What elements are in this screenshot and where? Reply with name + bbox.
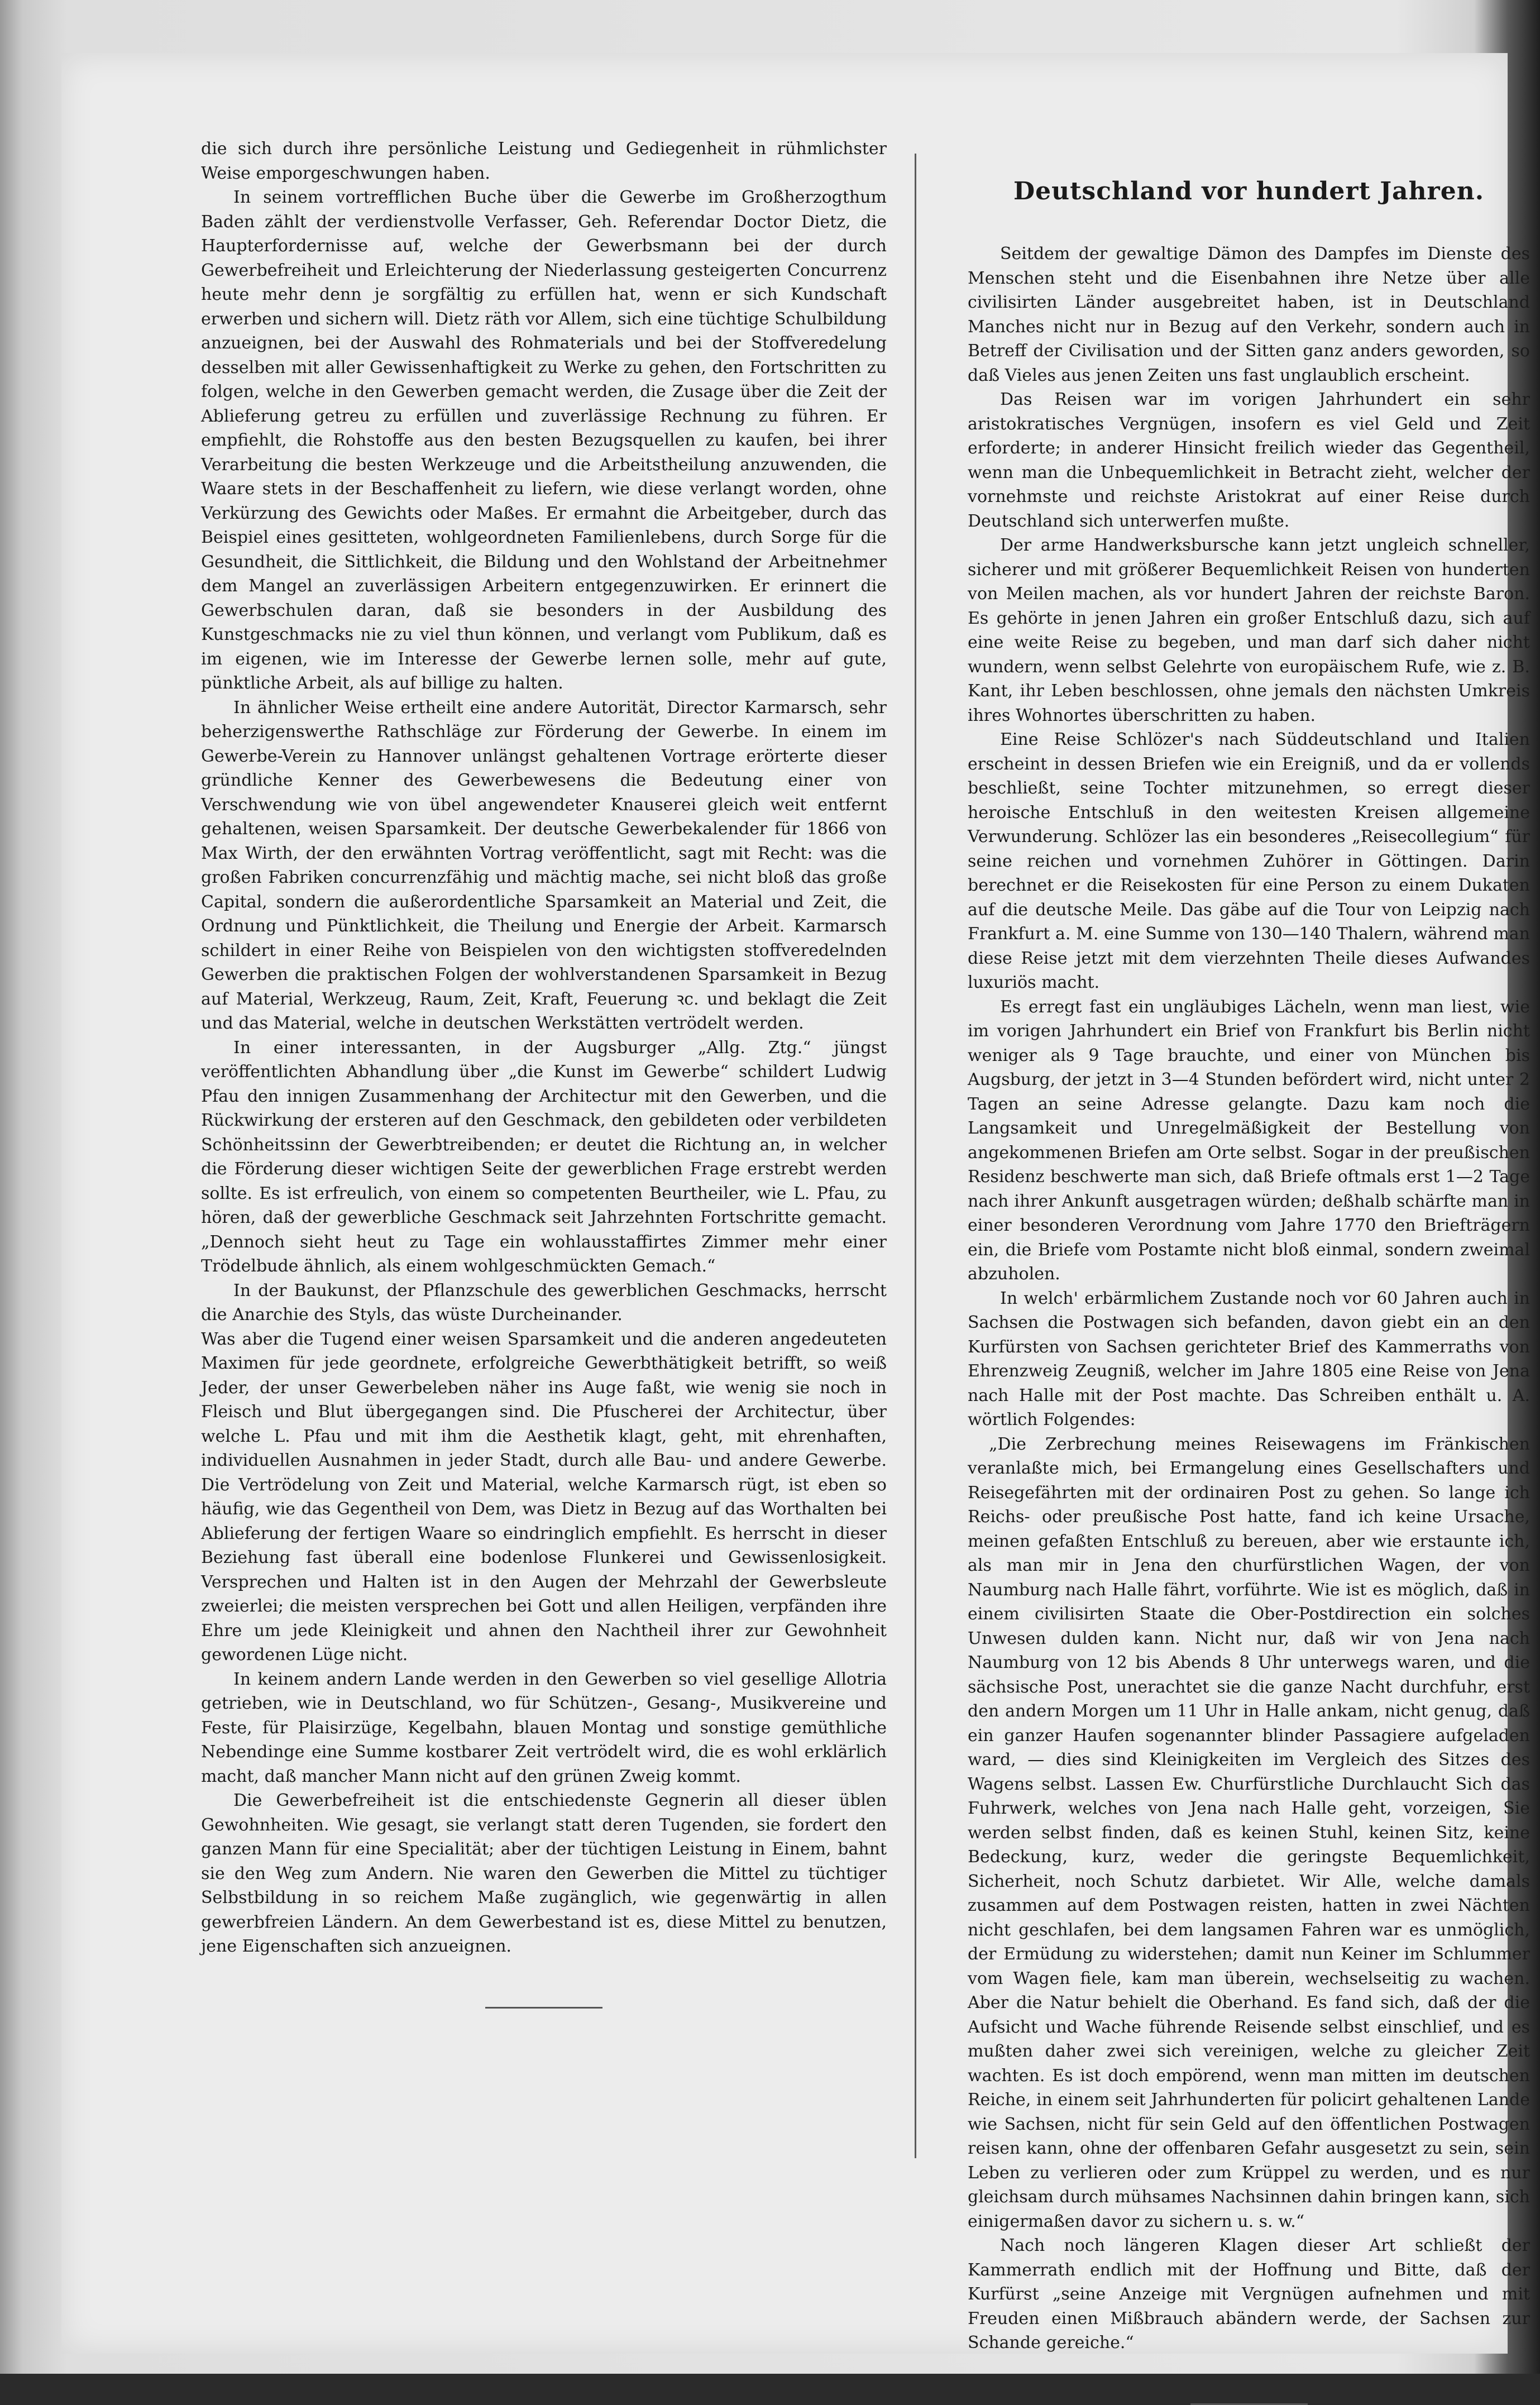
- left-paragraph: Was aber die Tugend einer weisen Sparsamkeit und die anderen angedeuteten Maximen für jede geordnete, erfolgreiche Gewerbthätigkeit betrifft, so weiß Jeder, der unser Gewerbeleben näher ins Auge faßt, wie wenig sie noch in Fleisch und Blut übergegangen sind. Die Pfuscherei der Architectur, über welche L. Pfau und mit ihm die Aesthetik klagt, geht, mit ehrenhaften, individuellen Ausnahmen in jeder Stadt, durch alle Bau- und andere Gewerbe. Die Vertrödelung von Zeit und Material, welche Karmarsch rügt, ist eben so häufig, wie das Gegentheil von Dem, was Dietz in Bezug auf das Worthalten bei Ablieferung der fertigen Waare so eindringlich empfiehlt. Es herrscht in dieser Beziehung fast überall eine bodenlose Flunkerei und Gewissenlosigkeit. Versprechen und Halten ist in den Augen der Mehrzahl der Gewerbsleute zweierlei; die meisten versprechen bei Gott und allen Heiligen, verpfänden ihre Ehre um jede Kleinigkeit und ahnen den Nachtheil ihrer zur Gewohnheit gewordenen Lüge nicht.: [201, 1329, 887, 1665]
- right-paragraph: In welch' erbärmlichem Zustande noch vor 60 Jahren auch in Sachsen die Postwagen sich befanden, davon giebt ein an den Kurfürsten von Sachsen gerichteter Brief des Kammerraths von Ehrenzweig Zeugniß, welcher im Jahre 1805 eine Reise von Jena nach Halle mit der Post machte. Das Schreiben enthält u. A. wörtlich Folgendes:: [968, 1288, 1530, 1429]
- article-title: Deutschland vor hundert Jahren.: [1013, 177, 1485, 205]
- newspaper-page: [61, 53, 1530, 2354]
- right-paragraph: Das Reisen war im vorigen Jahrhundert ein sehr aristokratisches Vergnügen, insofern es viel Geld und Zeit erforderte; in anderer Hinsicht freilich wieder das Gegentheil, wenn man die Unbequemlichkeit in Betracht zieht, welcher der vornehmste und reichste Aristokrat auf einer Reise durch Deutschland sich unterwerfen mußte.: [968, 390, 1530, 531]
- quoted-letter: „Die Zerbrechung meines Reisewagens im Fränkischen veranlaßte mich, bei Ermangelung eines Gesellschafters und Reisegefährten mit der ordinairen Post zu gehen. So lange ich Reichs- oder preußische Post hatte, fand ich keine Ursache, meinen gefaßten Entschluß zu bereuen, aber wie erstaunte ich, als man mir in Jena den churfürstlichen Wagen, der von Naumburg nach Halle fährt, vorführte. Wie ist es möglich, daß in einem civilisirten Staate die Ober-Postdirection ein solches Unwesen dulden kann. Nicht nur, daß wir von Jena nach Naumburg von 12 bis Abends 8 Uhr unterwegs waren, und die sächsische Post, unerachtet sie die ganze Nacht durchfuhr, erst den andern Morgen um 11 Uhr in Halle ankam, nicht genug, daß ein ganzer Haufen sogenannter blinder Passagiere aufgeladen ward, — dies sind Kleinigkeiten im Vergleich des Sitzes des Wagens selbst. Lassen Ew. Churfürstliche Durchlaucht Sich das Fuhrwerk, welches von Jena nach Halle geht, vorzeigen, Sie werden selbst finden, daß es keinen Stuhl, keinen Sitz, keine Bedeckung, kurz, weder die geringste Bequemlichkeit, Sicherheit, noch Schutz darbietet. Wir Alle, welche damals zusammen auf dem Postwagen reisten, hatten in zwei Nächten nicht geschlafen, bei dem langsamen Fahren war es unmöglich, der Ermüdung zu widerstehen; damit nun Keiner im Schlummer vom Wagen fiele, kam man überein, wechselseitig zu wachen. Aber die Natur behielt die Oberhand. Es fand sich, daß der die Aufsicht und Wache führende Reisende selbst einschlief, und es mußten daher zwei sich vereinigen, welche zu gleicher Zeit wachten. Es ist doch empörend, wenn man mitten im deutschen Reiche, in einem seit Jahrhunderten für policirt gehaltenen Lande wie Sachsen, nicht für sein Geld auf den öffentlichen Postwagen reisen kann, ohne der offenbaren Gefahr ausgesetzt zu sein, sein Leben zu verlieren oder zum Krüppel zu werden, und es nur gleichsam durch mühsames Nachsinnen dahin bringen kann, sich einigermaßen davor zu sichern u. s. w.“: [968, 1434, 1530, 2231]
- right-paragraph: Es erregt fast ein ungläubiges Lächeln, wenn man liest, wie im vorigen Jahrhundert ein Brief von Frankfurt bis Berlin nicht weniger als 9 Tage brauchte, und einer von München bis Augsburg, der jetzt in 3—4 Stunden befördert wird, nicht unter 2 Tagen an seine Adresse gelangte. Dazu kam noch die Langsamkeit und Unregelmäßigkeit der Bestellung von angekommenen Briefen am Orte selbst. Sogar in der preußischen Residenz beschwerte man sich, daß Briefe oftmals erst 1—2 Tage nach ihrer Ankunft ausgetragen würden; deßhalb schärfte man in einer besonderen Verordnung vom Jahre 1770 den Briefträgern ein, die Briefe vom Postamte nicht bloß einmal, sondern zweimal abzuholen.: [968, 997, 1530, 1284]
- left-paragraph: In seinem vortrefflichen Buche über die Gewerbe im Großherzogthum Baden zählt der verdienstvolle Verfasser, Geh. Referendar Doctor Dietz, die Haupterfordernisse auf, welche der Gewerbsmann bei der durch Gewerbefreiheit und Erleichterung der Niederlassung gesteigerten Concurrenz heute mehr denn je sorgfältig zu erfüllen hat, wenn er sich Kundschaft erwerben und sichern will. Dietz räth vor Allem, sich eine tüchtige Schulbildung anzueignen, bei der Auswahl des Rohmaterials und bei der Stoffveredelung desselben mit aller Gewissenhaftigkeit zu Werke zu gehen, den Fortschritten zu folgen, welche in den Gewerben gemacht werden, die Zusage über die Zeit der Ablieferung getreu zu erfüllen und zuverlässige Rechnung zu führen. Er empfiehlt, die Rohstoffe aus den besten Bezugsquellen zu kaufen, bei ihrer Verarbeitung die besten Werkzeuge und die Arbeitstheilung anzuwenden, die Waare stets in der Beschaffenheit zu liefern, wie diese verlangt worden, ohne Verkürzung des Gewichts oder Maßes. Er ermahnt die Arbeitgeber, durch das Beispiel eines gesitteten, wohlgeordneten Familienlebens, durch Sorge für die Gesundheit, die Sittlichkeit, die Bildung und den Wohlstand der Arbeitnehmer dem Mangel an zuverlässigen Arbeitern entgegenzuwirken. Er erinnert die Gewerbschulen daran, daß sie besonders in der Ausbildung des Kunstgeschmacks nie zu viel thun können, und verlangt vom Publikum, daß es im eigenen, wie im Interesse der Gewerbe lernen solle, mehr auf gute, pünktliche Arbeit, als auf billige zu halten.: [201, 188, 887, 693]
- right-paragraph: Seitdem der gewaltige Dämon des Dampfes im Dienste des Menschen steht und die Eisenbahnen ihre Netze über alle civilisirten Länder ausgebreitet haben, ist in Deutschland Manches nicht nur in Bezug auf den Verkehr, sondern auch in Betreff der Civilisation und der Sitten ganz anders geworden, so daß Vieles aus jenen Zeiten uns fast unglaublich erscheint.: [968, 244, 1530, 385]
- right-paragraph: Der arme Handwerksbursche kann jetzt ungleich schneller, sicherer und mit größerer Bequemlichkeit Reisen von hunderten von Meilen machen, als vor hundert Jahren der reichste Baron. Es gehörte in jenen Jahren ein großer Entschluß dazu, sich auf eine weite Reise zu begeben, und man darf sich daher nicht wundern, wenn selbst Gelehrte von europäischem Rufe, wie z. B. Kant, ihr Leben beschlossen, ohne jemals den nächsten Umkreis ihres Wohnortes überschritten zu haben.: [968, 535, 1530, 725]
- section-end-rule: [485, 2007, 602, 2009]
- left-paragraph: In der Baukunst, der Pflanzschule des gewerblichen Geschmacks, herrscht die Anarchie des Styls, das wüste Durcheinander.: [201, 1280, 887, 1325]
- article-end-rule: [1190, 2403, 1308, 2405]
- right-paragraph: Eine Reise Schlözer's nach Süddeutschland und Italien erscheint in dessen Briefen wie ein Ereigniß, und da er vollends beschließt, seine Tochter mitzunehmen, so erregt dieser heroische Entschluß in den weitesten Kreisen allgemeine Verwunderung. Schlözer las ein besonderes „Reisecollegium“ für seine reichen und vornehmen Zuhörer in Göttingen. Darin berechnet er die Reisekosten für eine Person zu einem Dukaten auf die deutsche Meile. Das gäbe auf die Tour von Leipzig nach Frankfurt a. M. eine Summe von 130—140 Thalern, während man diese Reise jetzt mit dem vierzehnten Theile dieses Aufwandes luxuriös macht.: [968, 730, 1530, 992]
- column-divider: [915, 154, 916, 2158]
- right-paragraph: Nach noch längeren Klagen dieser Art schließt der Kammerrath endlich mit der Hoffnung und Bitte, daß der Kurfürst „seine Anzeige mit Vergnügen aufnehmen und mit Freuden einen Mißbrauch abändern werde, der Sachsen zur Schande gereiche.“: [968, 2236, 1530, 2353]
- left-paragraph: In ähnlicher Weise ertheilt eine andere Autorität, Director Karmarsch, sehr beherzigenswerthe Rathschläge zur Förderung der Gewerbe. In einem im Gewerbe-Verein zu Hannover unlängst gehaltenen Vortrage erörterte dieser gründliche Kenner des Gewerbewesens die Bedeutung einer von Verschwendung wie von übel angewendeter Knauserei gleich weit entfernt gehaltenen, weisen Sparsamkeit. Der deutsche Gewerbekalender für 1866 von Max Wirth, der den erwähnten Vortrag veröffentlicht, sagt mit Recht: was die großen Fabriken concurrenzfähig und mächtig mache, sei nicht bloß das große Capital, sondern die außerordentliche Sparsamkeit an Material und Zeit, die Ordnung und Pünktlichkeit, die Theilung und Energie der Arbeit. Karmarsch schildert in einer Reihe von Beispielen von den wichtigsten stoffveredelnden Gewerben die praktischen Folgen der wohlverstandenen Sparsamkeit in Bezug auf Material, Werkzeug, Raum, Zeit, Kraft, Feuerung ꝛc. und beklagt die Zeit und das Material, welche in deutschen Werkstätten vertrödelt werden.: [201, 697, 887, 1033]
- left-paragraph: die sich durch ihre persönliche Leistung und Gediegenheit in rühmlichster Weise emporgeschwungen haben.: [201, 139, 887, 183]
- left-paragraph: Die Gewerbefreiheit ist die entschiedenste Gegnerin all dieser üblen Gewohnheiten. Wie gesagt, sie verlangt statt deren Tugenden, sie fordert den ganzen Mann für eine Specialität; aber der tüchtigen Leistung in Einem, bahnt sie den Weg zum Andern. Nie waren den Gewerben die Mittel zu tüchtiger Selbstbildung in so reichem Maße zugänglich, wie gegenwärtig in allen gewerbfreien Ländern. An dem Gewerbestand ist es, diese Mittel zu benutzen, jene Eigenschaften sich anzueignen.: [201, 1791, 887, 1956]
- left-paragraph: In einer interessanten, in der Augsburger „Allg. Ztg.“ jüngst veröffentlichten Abhandlung über „die Kunst im Gewerbe“ schildert Ludwig Pfau den innigen Zusammenhang der Architectur mit den Gewerben, und die Rückwirkung der ersteren auf den Geschmack, den gebildeten oder verbildeten Schönheitssinn der Gewerbtreibenden; er deutet die Richtung an, in welcher die Förderung dieser wichtigen Seite der gewerblichen Frage erstrebt werden sollte. Es ist erfreulich, von einem so competenten Beurtheiler, wie L. Pfau, zu hören, daß der gewerbliche Geschmack seit Jahrzehnten Fortschritte gemacht. „Dennoch sieht heut zu Tage ein wohlausstaffirtes Zimmer mehr einer Trödelbude ähnlich, als einem wohlgeschmückten Gemach.“: [201, 1037, 887, 1276]
- left-column: [201, 137, 887, 2009]
- right-column: [968, 137, 1530, 2405]
- left-paragraph: In keinem andern Lande werden in den Gewerben so viel gesellige Allotria getrieben, wie in Deutschland, wo für Schützen-, Gesang-, Musikvereine und Feste, für Plaisirzüge, Kegelbahn, blauen Montag und sonstige gemüthliche Nebendinge eine Summe kostbarer Zeit vertrödelt wird, die es wohl erklärlich macht, daß mancher Mann nicht auf den grünen Zweig kommt.: [201, 1669, 887, 1786]
